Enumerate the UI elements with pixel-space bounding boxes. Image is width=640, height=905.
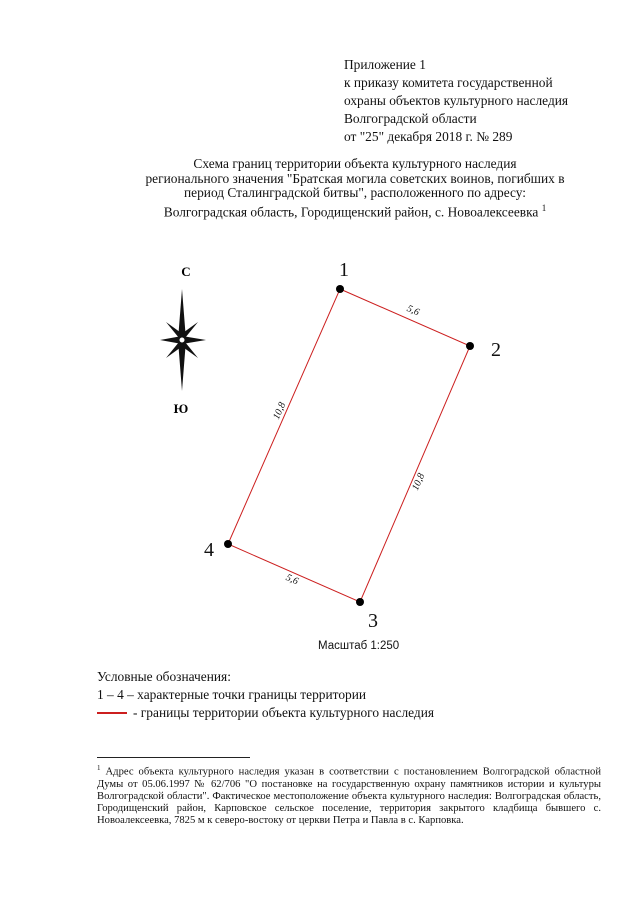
compass-south-label: Ю bbox=[173, 401, 189, 416]
point-label-3: 3 bbox=[368, 610, 378, 632]
edge-label-2-3: 10,8 bbox=[410, 471, 428, 493]
compass-rose-icon bbox=[160, 264, 206, 416]
title-line: регионального значения "Братская могила советских воинов, погибших в bbox=[145, 170, 565, 186]
boundary-point-1 bbox=[336, 285, 344, 293]
footnote-divider bbox=[97, 757, 250, 758]
point-label-2: 2 bbox=[491, 339, 501, 361]
title-line bbox=[90, 201, 620, 220]
appendix-header bbox=[344, 56, 634, 146]
boundary-point-4 bbox=[224, 540, 232, 548]
appendix-line: Приложение 1 bbox=[344, 57, 426, 72]
edge-label-4-1: 10,8 bbox=[271, 400, 289, 422]
legend-item-boundary-text: - границы территории объекта культурного наследия bbox=[133, 705, 435, 720]
title-line: период Сталинградской битвы", расположенного по адресу: bbox=[183, 185, 527, 200]
boundary-line-swatch bbox=[97, 712, 127, 714]
footnote-marker: 1 bbox=[97, 764, 101, 772]
appendix-line: от "25" декабря 2018 г. № 289 bbox=[344, 129, 513, 144]
boundary-point-2 bbox=[466, 342, 474, 350]
title-line: Схема границ территории объекта культурного наследия bbox=[193, 156, 517, 171]
compass-north-label: С bbox=[181, 264, 191, 279]
territory-boundary bbox=[228, 289, 470, 602]
scale-label: Масштаб 1:250 bbox=[318, 640, 400, 652]
appendix-line: к приказу комитета государственной bbox=[344, 75, 553, 90]
appendix-line: охраны объектов культурного наследия bbox=[344, 93, 569, 108]
title-line-text: Волгоградская область, Городищенский район, с. Новоалексеевка bbox=[163, 203, 539, 219]
appendix-line: Волгоградской области bbox=[344, 111, 477, 126]
legend-item-points: 1 – 4 – характерные точки границы территории bbox=[97, 687, 367, 702]
point-label-1: 1 bbox=[339, 259, 349, 281]
document-title bbox=[90, 157, 620, 219]
footnote-reference: 1 bbox=[541, 202, 547, 213]
edge-label-3-4: 5,6 bbox=[284, 572, 300, 588]
legend-heading: Условные обозначения: bbox=[97, 669, 231, 684]
footnote-text: Адрес объекта культурного наследия указан в соответствии с постановлением Волгоградской областной Думы от 05.06.1997 № 62/706 "О постановке на государственную охрану памятников истории и культуры Волгоградской области". Фактическое местоположение объекта культурного наследия: Волгоградская область, Городищенский район, Карповское сельское поселение, территория закрытого кладбища бывшего с. Новоалексеевка, 7825 м к северо-востоку от церкви Петра и Павла в с. Карповка. bbox=[97, 766, 601, 827]
legend-item-boundary bbox=[97, 704, 617, 722]
boundary-scheme bbox=[0, 240, 640, 660]
point-label-4: 4 bbox=[204, 539, 214, 561]
boundary-point-3 bbox=[356, 598, 364, 606]
edge-label-1-2: 5,6 bbox=[405, 303, 421, 319]
footnote bbox=[97, 762, 601, 828]
legend bbox=[97, 668, 617, 722]
